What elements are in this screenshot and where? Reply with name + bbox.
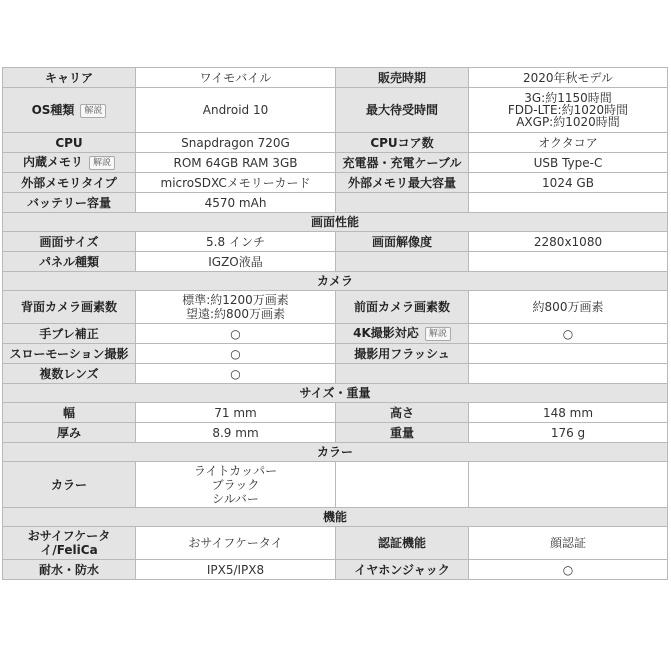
spec-value — [469, 364, 668, 384]
spec-label: 高さ — [336, 403, 469, 423]
table-row — [3, 344, 668, 364]
spec-label: 充電器・充電ケーブル — [336, 153, 469, 173]
spec-label: 重量 — [336, 423, 469, 443]
spec-value — [469, 193, 668, 213]
table-row — [3, 173, 668, 193]
table-row — [3, 68, 668, 88]
table-row — [3, 252, 668, 272]
spec-value: 標準:約1200万画素 望遠:約800万画素 — [136, 291, 336, 324]
spec-value: 3G:約1150時間 FDD-LTE:約1020時間 AXGP:約1020時間 — [469, 88, 668, 133]
spec-label-cell — [336, 324, 469, 344]
spec-label: 販売時期 — [336, 68, 469, 88]
spec-label: パネル種類 — [3, 252, 136, 272]
section-header-row — [3, 508, 668, 527]
spec-value: 176 g — [469, 423, 668, 443]
spec-label: OS種類 — [31, 102, 75, 117]
spec-label: スローモーション撮影 — [3, 344, 136, 364]
table-row — [3, 364, 668, 384]
spec-value: 2020年秋モデル — [469, 68, 668, 88]
spec-label: CPU — [3, 133, 136, 153]
spec-value: ROM 64GB RAM 3GB — [136, 153, 336, 173]
spec-label: カラー — [3, 462, 136, 508]
table-row — [3, 462, 668, 508]
spec-value: IPX5/IPX8 — [136, 560, 336, 580]
spec-value: ワイモバイル — [136, 68, 336, 88]
table-row — [3, 560, 668, 580]
explanation-button[interactable]: 解説 — [80, 104, 106, 118]
table-row — [3, 291, 668, 324]
spec-value: 顔認証 — [469, 527, 668, 560]
section-header: カメラ — [3, 272, 668, 291]
table-row — [3, 527, 668, 560]
spec-label-cell — [3, 88, 136, 133]
spec-label-cell — [3, 153, 136, 173]
spec-label: 幅 — [3, 403, 136, 423]
spec-label: 認証機能 — [336, 527, 469, 560]
spec-label: イヤホンジャック — [336, 560, 469, 580]
spec-value: 8.9 mm — [136, 423, 336, 443]
spec-value — [469, 344, 668, 364]
spec-value: ライトカッパー ブラック シルバー — [136, 462, 336, 508]
spec-value: ○ — [136, 344, 336, 364]
spec-value: Snapdragon 720G — [136, 133, 336, 153]
section-header: 画面性能 — [3, 213, 668, 232]
spec-label — [336, 252, 469, 272]
spec-value: ○ — [469, 560, 668, 580]
spec-value: 2280x1080 — [469, 232, 668, 252]
spec-label — [336, 462, 469, 508]
spec-label: 画面サイズ — [3, 232, 136, 252]
table-row — [3, 133, 668, 153]
section-header: 機能 — [3, 508, 668, 527]
table-row — [3, 324, 668, 344]
spec-label: おサイフケータイ/FeliCa — [3, 527, 136, 560]
spec-value: USB Type-C — [469, 153, 668, 173]
spec-label: CPUコア数 — [336, 133, 469, 153]
spec-label: 背面カメラ画素数 — [3, 291, 136, 324]
spec-label: 撮影用フラッシュ — [336, 344, 469, 364]
table-row — [3, 193, 668, 213]
spec-value — [469, 252, 668, 272]
spec-value: Android 10 — [136, 88, 336, 133]
section-header-row — [3, 272, 668, 291]
section-header-row — [3, 443, 668, 462]
spec-label: キャリア — [3, 68, 136, 88]
spec-value: 148 mm — [469, 403, 668, 423]
section-header-row — [3, 384, 668, 403]
spec-value: ○ — [136, 324, 336, 344]
explanation-button[interactable]: 解説 — [89, 156, 115, 170]
spec-table — [2, 67, 668, 580]
spec-label — [336, 193, 469, 213]
spec-value: 1024 GB — [469, 173, 668, 193]
spec-label: 最大待受時間 — [336, 88, 469, 133]
table-row — [3, 88, 668, 133]
spec-label: 4K撮影対応 — [353, 326, 419, 340]
explanation-button[interactable]: 解説 — [425, 327, 451, 341]
spec-value — [469, 462, 668, 508]
spec-label: 複数レンズ — [3, 364, 136, 384]
spec-label: 内蔵メモリ — [22, 155, 83, 169]
table-row — [3, 153, 668, 173]
spec-value: 71 mm — [136, 403, 336, 423]
section-header-row — [3, 213, 668, 232]
spec-label: 厚み — [3, 423, 136, 443]
section-header: サイズ・重量 — [3, 384, 668, 403]
spec-label: 前面カメラ画素数 — [336, 291, 469, 324]
section-header: カラー — [3, 443, 668, 462]
spec-value: おサイフケータイ — [136, 527, 336, 560]
spec-value: ○ — [469, 324, 668, 344]
spec-label: 外部メモリタイプ — [3, 173, 136, 193]
spec-label: 耐水・防水 — [3, 560, 136, 580]
table-row — [3, 403, 668, 423]
spec-value: ○ — [136, 364, 336, 384]
spec-label — [336, 364, 469, 384]
spec-value: microSDXCメモリーカード — [136, 173, 336, 193]
spec-label: 画面解像度 — [336, 232, 469, 252]
spec-label: 手ブレ補正 — [3, 324, 136, 344]
spec-value: IGZO液晶 — [136, 252, 336, 272]
table-row — [3, 232, 668, 252]
spec-label: 外部メモリ最大容量 — [336, 173, 469, 193]
spec-value: 4570 mAh — [136, 193, 336, 213]
spec-value: オクタコア — [469, 133, 668, 153]
spec-value: 5.8 インチ — [136, 232, 336, 252]
table-row — [3, 423, 668, 443]
spec-value: 約800万画素 — [469, 291, 668, 324]
spec-label: バッテリー容量 — [3, 193, 136, 213]
